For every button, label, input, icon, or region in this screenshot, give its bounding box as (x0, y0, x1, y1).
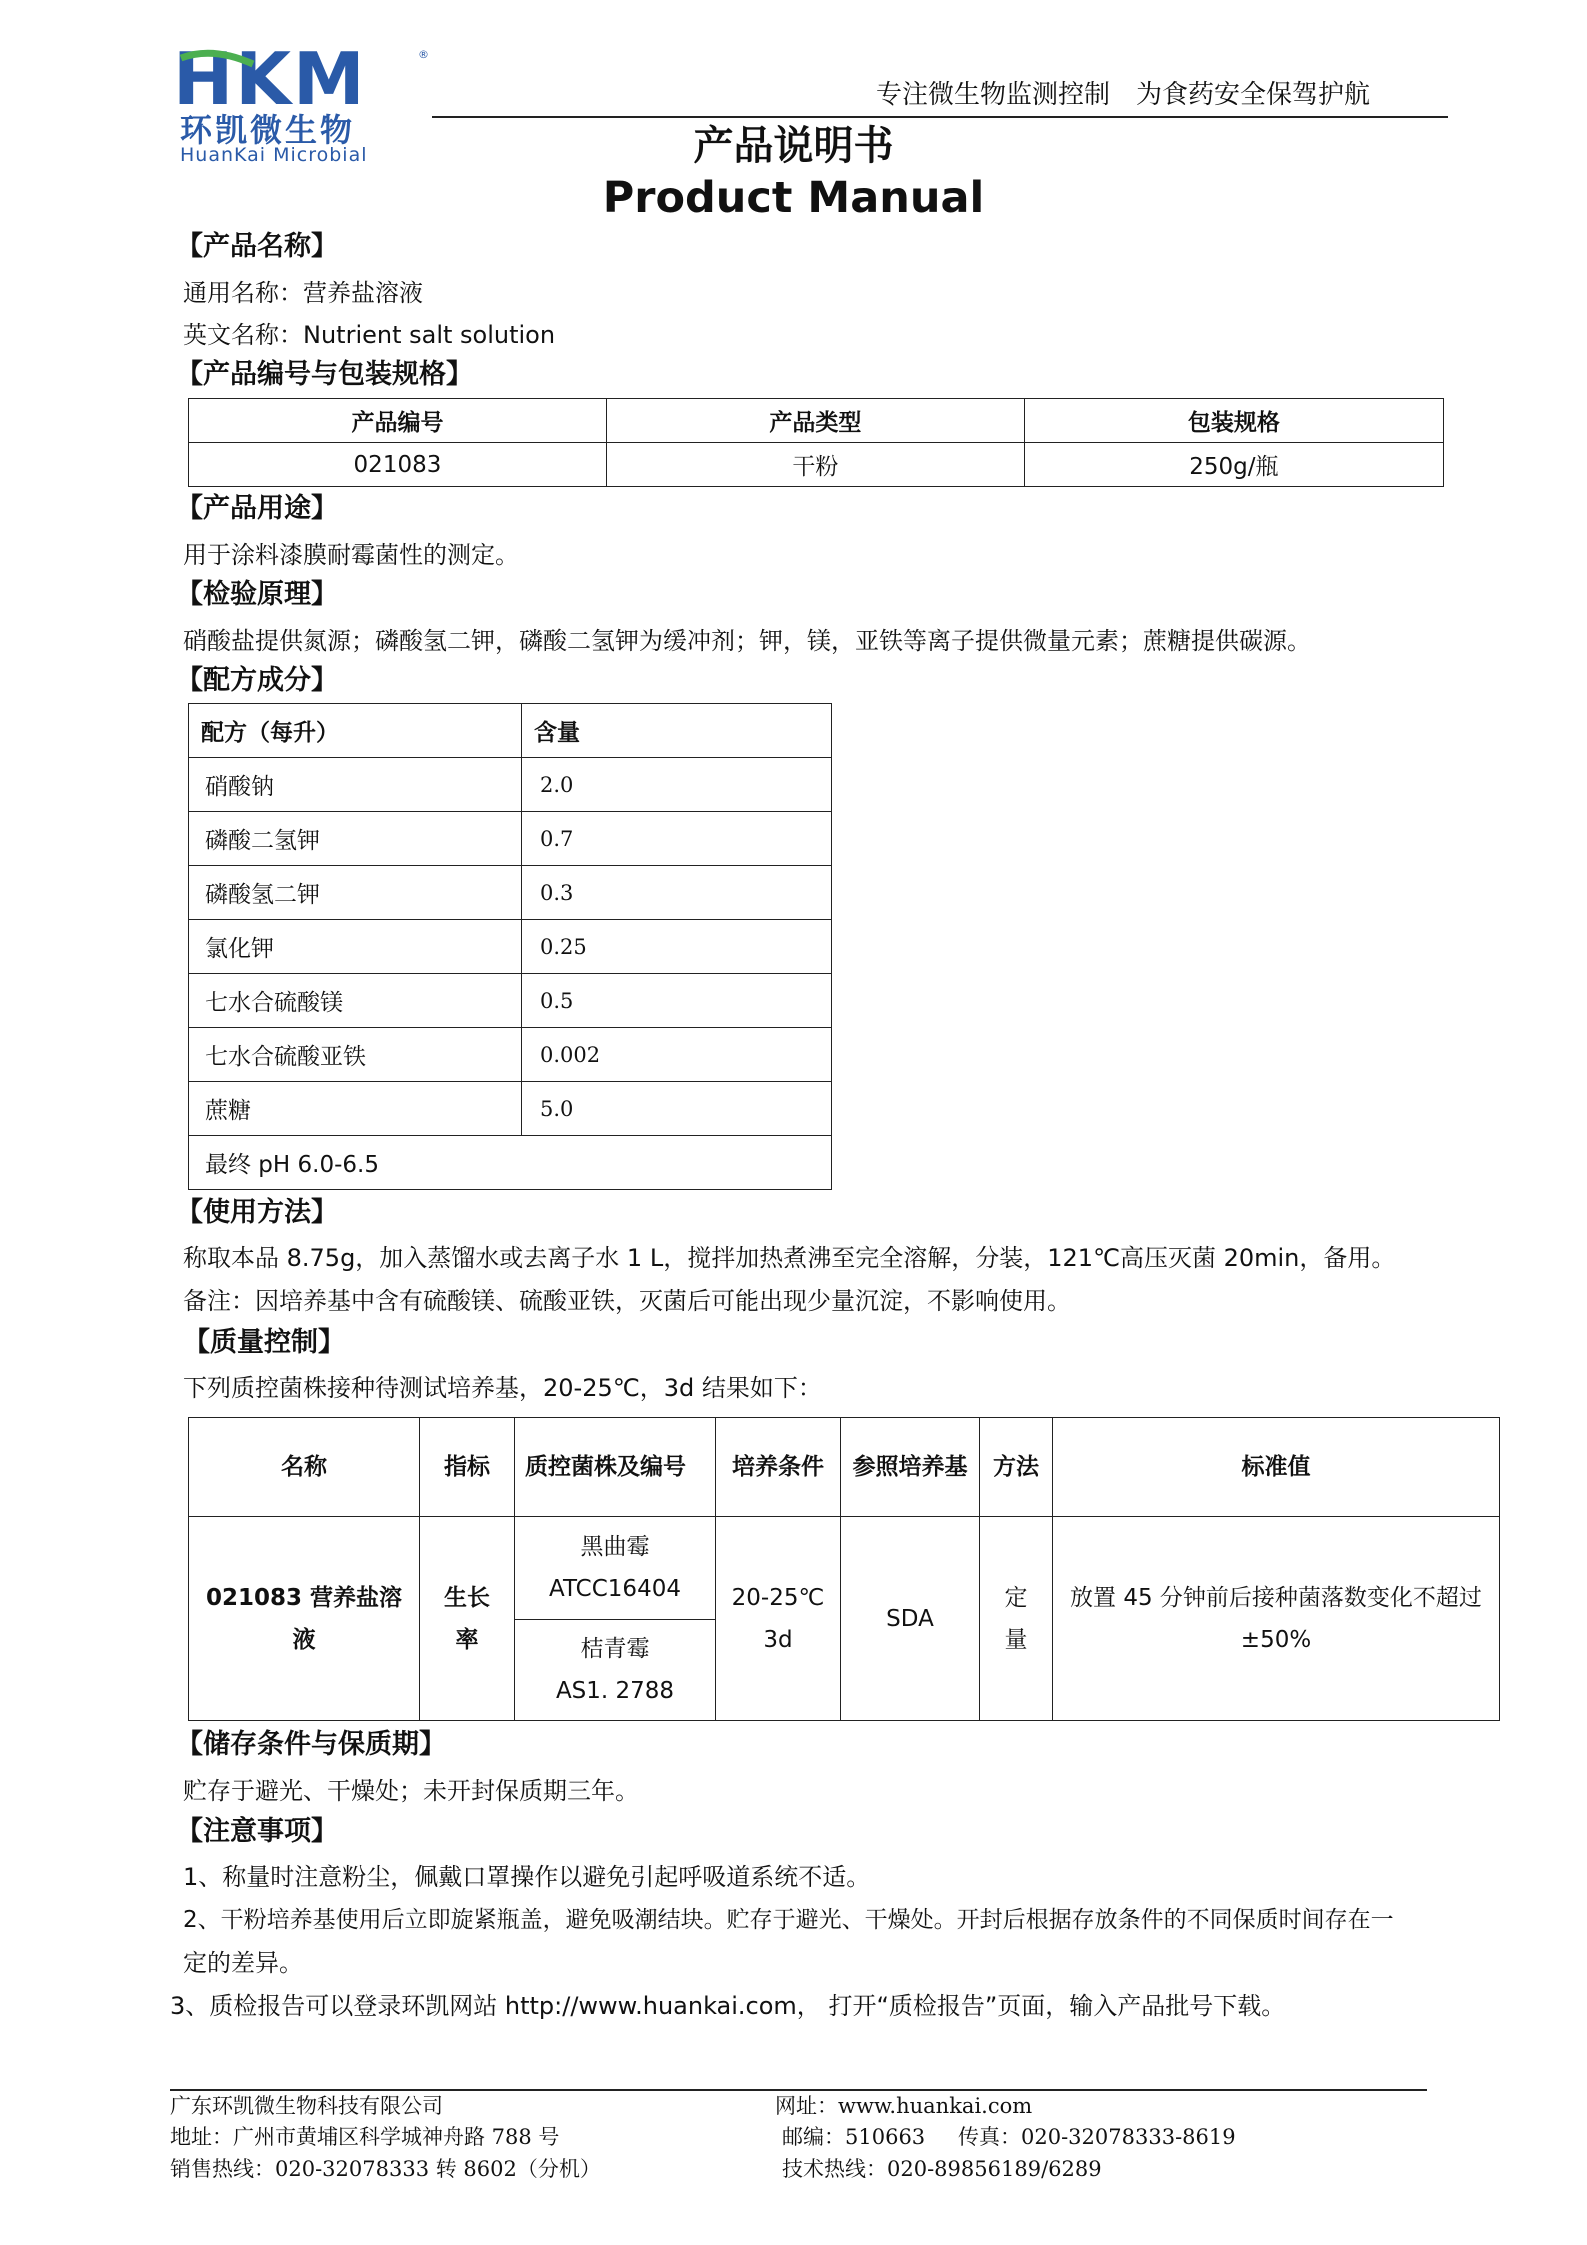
footer-sales-hotline: 销售热线：020-32078333 转 8602（分机） (170, 2157, 601, 2181)
logo-english-name: HuanKai Microbial (180, 144, 368, 166)
qc-indicator-cell: 生长率 (420, 1517, 515, 1721)
section-heading-principle: 【检验原理】 (176, 579, 338, 610)
footer-fax: 传真：020-32078333-8619 (958, 2125, 1236, 2149)
qc-strain-cell (515, 1620, 716, 1721)
table-row (189, 866, 832, 920)
condition-temp: 20-25℃ (731, 1584, 825, 1611)
spec-col-code: 产品编号 (189, 399, 607, 443)
table-row (189, 1028, 832, 1082)
header-divider (432, 116, 1448, 118)
qc-col-standard: 标准值 (1053, 1418, 1500, 1517)
standard-line1: 放置 45 分钟前后接种菌落数变化不超过 (1070, 1584, 1482, 1611)
page-title-chinese: 产品说明书 (693, 123, 894, 169)
company-logo (173, 44, 433, 114)
qc-header-row (189, 1418, 1500, 1517)
qc-name-cell: 021083 营养盐溶液 (189, 1517, 420, 1721)
logo-chinese-name: 环凯微生物 (180, 111, 356, 149)
condition-time: 3d (763, 1626, 793, 1653)
formula-table (188, 703, 832, 1190)
company-slogan: 专注微生物监测控制 为食药安全保驾护航 (876, 80, 1371, 110)
amount-cell: 0.25 (522, 920, 832, 974)
qc-col-reference: 参照培养基 (841, 1418, 980, 1517)
qc-col-strain: 质控菌株及编号 (515, 1418, 716, 1517)
qc-col-method: 方法 (980, 1418, 1053, 1517)
note-item-2-continued: 定的差异。 (183, 1949, 303, 1977)
final-ph-cell: 最终 pH 6.0-6.5 (189, 1136, 832, 1190)
note-item-3: 3、质检报告可以登录环凯网站 http://www.huankai.com， 打开“质检报告”页面，输入产品批号下载。 (170, 1992, 1286, 2020)
principle-text: 硝酸盐提供氮源；磷酸氢二钾，磷酸二氢钾为缓冲剂；钾，镁，亚铁等离子提供微量元素；蔗糖提供碳源。 (183, 627, 1311, 655)
formula-col-ingredient: 配方（每升） (189, 704, 522, 758)
footer-tech-hotline: 技术热线：020-89856189/6289 (782, 2157, 1102, 2181)
footer-company: 广东环凯微生物科技有限公司 (170, 2094, 443, 2118)
table-row (189, 1082, 832, 1136)
spec-type-cell: 干粉 (606, 443, 1024, 487)
qc-strain-cell (515, 1517, 716, 1620)
amount-cell: 2.0 (522, 758, 832, 812)
english-name: 英文名称：Nutrient salt solution (183, 321, 556, 349)
footer-postcode: 邮编：510663 (782, 2125, 926, 2149)
ingredient-cell: 七水合硫酸亚铁 (189, 1028, 522, 1082)
usage-text: 用于涂料漆膜耐霉菌性的测定。 (183, 541, 519, 569)
note-item-2: 2、干粉培养基使用后立即旋紧瓶盖，避免吸潮结块。贮存于避光、干燥处。开封后根据存放条件的不同保质时间存在一 (183, 1907, 1394, 1933)
spec-package-cell: 250g/瓶 (1024, 443, 1443, 487)
table-row (189, 443, 1444, 487)
ingredient-cell: 硝酸钠 (189, 758, 522, 812)
qc-table (188, 1417, 1500, 1721)
table-row (189, 1136, 832, 1190)
strain-name: 黑曲霉 (580, 1534, 650, 1560)
section-heading-qc: 【质量控制】 (183, 1327, 345, 1358)
qc-col-name: 名称 (189, 1418, 420, 1517)
page-title-english: Product Manual (602, 173, 985, 223)
section-heading-notes: 【注意事项】 (176, 1816, 338, 1847)
ingredient-cell: 磷酸氢二钾 (189, 866, 522, 920)
svg-text:HKM: HKM (173, 44, 367, 114)
qc-intro: 下列质控菌株接种待测试培养基，20-25℃，3d 结果如下： (183, 1374, 822, 1402)
ingredient-cell: 磷酸二氢钾 (189, 812, 522, 866)
spec-col-package: 包装规格 (1024, 399, 1443, 443)
amount-cell: 0.5 (522, 974, 832, 1028)
qc-condition-cell (716, 1517, 841, 1721)
ingredient-cell: 蔗糖 (189, 1082, 522, 1136)
section-heading-storage: 【储存条件与保质期】 (176, 1729, 446, 1760)
method-text-note: 备注：因培养基中含有硫酸镁、硫酸亚铁，灭菌后可能出现少量沉淀，不影响使用。 (183, 1287, 1071, 1315)
section-heading-method: 【使用方法】 (176, 1197, 338, 1228)
qc-method-cell: 定量 (980, 1517, 1053, 1721)
footer-divider (170, 2089, 1427, 2091)
ingredient-cell: 氯化钾 (189, 920, 522, 974)
spec-code-cell: 021083 (189, 443, 607, 487)
qc-standard-cell (1053, 1517, 1500, 1721)
strain-name: 桔青霉 (580, 1636, 650, 1662)
spec-col-type: 产品类型 (606, 399, 1024, 443)
ingredient-cell: 七水合硫酸镁 (189, 974, 522, 1028)
footer-address: 地址：广州市黄埔区科学城神舟路 788 号 (170, 2125, 560, 2149)
strain-code: AS1. 2788 (555, 1678, 675, 1704)
storage-text: 贮存于避光、干燥处；未开封保质期三年。 (183, 1777, 639, 1805)
table-row (189, 1517, 1500, 1620)
standard-line2: ±50% (1240, 1626, 1312, 1653)
table-row (189, 974, 832, 1028)
amount-cell: 0.7 (522, 812, 832, 866)
qc-col-condition: 培养条件 (716, 1418, 841, 1517)
note-item-1: 1、称量时注意粉尘，佩戴口罩操作以避免引起呼吸道系统不适。 (183, 1863, 871, 1891)
strain-code: ATCC16404 (549, 1576, 681, 1602)
spec-header-row (189, 399, 1444, 443)
spec-table (188, 398, 1444, 487)
section-heading-formula: 【配方成分】 (176, 665, 338, 696)
formula-header-row (189, 704, 832, 758)
common-name: 通用名称：营养盐溶液 (183, 279, 423, 307)
amount-cell: 0.3 (522, 866, 832, 920)
table-row (189, 920, 832, 974)
svg-text:®: ® (418, 48, 429, 61)
hkm-logo-mark (173, 44, 433, 114)
section-heading-product-name: 【产品名称】 (176, 231, 338, 262)
table-row (189, 812, 832, 866)
formula-col-amount: 含量 (522, 704, 832, 758)
section-heading-spec: 【产品编号与包装规格】 (176, 359, 473, 390)
section-heading-usage: 【产品用途】 (176, 493, 338, 524)
amount-cell: 5.0 (522, 1082, 832, 1136)
qc-col-indicator: 指标 (420, 1418, 515, 1517)
qc-reference-cell: SDA (841, 1517, 980, 1721)
table-row (189, 758, 832, 812)
footer-website[interactable]: 网址：www.huankai.com (775, 2094, 1033, 2118)
amount-cell: 0.002 (522, 1028, 832, 1082)
method-text-line1: 称取本品 8.75g，加入蒸馏水或去离子水 1 L，搅拌加热煮沸至完全溶解，分装，121℃高压灭菌 20min，备用。 (183, 1244, 1396, 1272)
